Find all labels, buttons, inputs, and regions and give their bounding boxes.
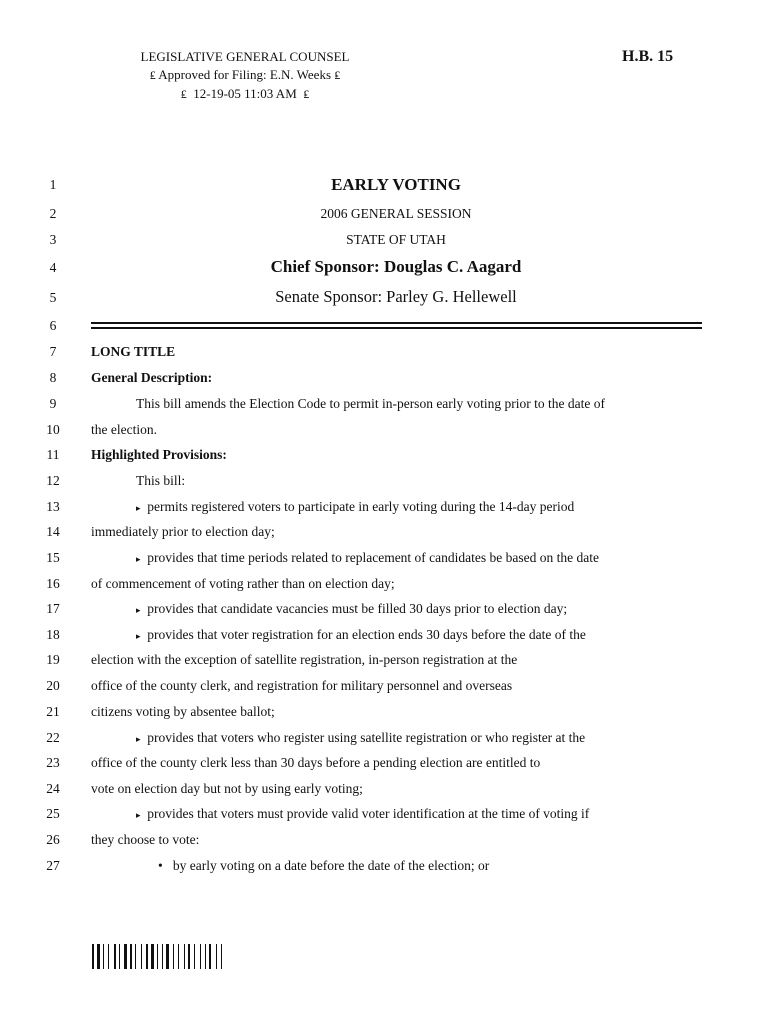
barcode-bar [196, 944, 199, 969]
line-number: 11 [46, 447, 60, 462]
timestamp-text: 12-19-05 11:03 AM [193, 86, 297, 101]
header-counsel: LEGISLATIVE GENERAL COUNSEL [140, 49, 350, 64]
barcode-bar [175, 944, 177, 969]
divider-rule [91, 327, 702, 329]
bullet-text: provides that time periods related to replacement of candidates be based on the date [147, 550, 599, 565]
bullet-line [136, 499, 574, 515]
line-number: 21 [46, 704, 60, 719]
divider-rule [91, 322, 702, 324]
bill-title: EARLY VOTING [331, 175, 461, 194]
barcode-bar [164, 944, 165, 969]
senate-sponsor: Senate Sponsor: Parley G. Hellewell [275, 287, 517, 306]
barcode-bar [103, 944, 104, 969]
barcode-bar [191, 944, 193, 969]
barcode-bar [207, 944, 208, 969]
barcode-bar [166, 944, 169, 969]
line-number: 12 [46, 473, 60, 488]
barcode-bar [155, 944, 156, 969]
barcode-bar [143, 944, 145, 969]
line-number: 3 [49, 232, 57, 247]
barcode-bar [105, 944, 107, 969]
line-number: 24 [46, 781, 60, 796]
text-line: of commencement of voting rather than on election day; [91, 576, 395, 591]
bullet-line [136, 627, 586, 643]
line-number: 4 [49, 260, 57, 275]
bullet-text: provides that candidate vacancies must be filled 30 days prior to election day; [147, 601, 568, 616]
bullet-line [136, 806, 589, 822]
barcode-bar [162, 944, 163, 969]
barcode-bar [216, 944, 217, 969]
line-number: 19 [46, 652, 60, 667]
text-line: office of the county clerk, and registration for military personnel and overseas [91, 678, 513, 693]
barcode-bar [178, 944, 179, 969]
line-number: 18 [46, 627, 60, 642]
session-label: 2006 GENERAL SESSION [320, 206, 472, 221]
triangle-bullet-icon: ▸ [136, 504, 141, 514]
barcode-bar [110, 944, 113, 969]
line-number: 22 [46, 730, 60, 745]
line-number: 14 [46, 524, 60, 539]
line-number: 2 [49, 206, 57, 221]
line-number: 13 [46, 499, 60, 514]
pound-symbol-icon: ₤ [334, 68, 341, 82]
pound-symbol-icon: ₤ [303, 87, 310, 101]
dot-bullet-icon: • [158, 858, 163, 873]
triangle-bullet-icon: ▸ [136, 811, 141, 821]
bullet-text: permits registered voters to participate in early voting during the 14-day period [147, 499, 575, 514]
barcode-bar [114, 944, 116, 969]
bullet-text: by early voting on a date before the date of the election; or [172, 858, 490, 873]
barcode-bar [223, 944, 226, 969]
line-number: 9 [49, 396, 57, 411]
bullet-line [136, 550, 599, 566]
bullet-text: provides that voters must provide valid voter identification at the time of voting if [147, 806, 590, 821]
general-description-heading: General Description: [91, 370, 213, 385]
barcode-bar [212, 944, 215, 969]
barcode-bar [149, 944, 150, 969]
text-line: citizens voting by absentee ballot; [91, 704, 275, 719]
barcode-bar [180, 944, 183, 969]
header-approval [100, 66, 390, 84]
barcode-bar [130, 944, 132, 969]
triangle-bullet-icon: ▸ [136, 632, 141, 642]
chief-sponsor: Chief Sponsor: Douglas C. Aagard [270, 257, 522, 276]
long-title-heading: LONG TITLE [91, 344, 176, 359]
text-line: vote on election day but not by using early voting; [91, 781, 363, 796]
text-line: they choose to vote: [91, 832, 200, 847]
highlighted-provisions-heading: Highlighted Provisions: [91, 447, 227, 462]
barcode-bar [184, 944, 185, 969]
barcode-bar [205, 944, 206, 969]
text-line: This bill: [136, 473, 186, 488]
barcode-bar [92, 944, 94, 969]
triangle-bullet-icon: ▸ [136, 555, 141, 565]
barcode-bar [194, 944, 195, 969]
text-line: This bill amends the Election Code to permit in-person early voting prior to the date of [136, 396, 606, 411]
line-number: 5 [49, 290, 57, 305]
header-timestamp [100, 85, 390, 103]
pound-symbol-icon: ₤ [180, 87, 187, 101]
barcode-bar [117, 944, 118, 969]
barcode-bar [137, 944, 140, 969]
text-line: office of the county clerk less than 30 days before a pending election are entitled to [91, 755, 541, 770]
text-line: election with the exception of satellite registration, in-person registration at the [91, 652, 518, 667]
barcode [92, 944, 232, 969]
barcode-bar [159, 944, 161, 969]
dot-bullet-line [158, 858, 489, 874]
state-label: STATE OF UTAH [346, 232, 446, 247]
barcode-bar [151, 944, 154, 969]
barcode-bar [200, 944, 201, 969]
bullet-line [136, 601, 567, 617]
barcode-bar [135, 944, 136, 969]
line-number: 7 [49, 344, 57, 359]
line-number: 20 [46, 678, 60, 693]
line-number: 16 [46, 576, 60, 591]
barcode-bar [202, 944, 204, 969]
barcode-bar [170, 944, 172, 969]
barcode-bar [128, 944, 129, 969]
barcode-bar [186, 944, 187, 969]
barcode-bar [97, 944, 100, 969]
bullet-text: provides that voters who register using satellite registration or who register at the [147, 730, 586, 745]
line-number: 25 [46, 806, 60, 821]
barcode-bar [121, 944, 123, 969]
bill-number: H.B. 15 [622, 48, 674, 65]
barcode-bar [133, 944, 134, 969]
barcode-bar [173, 944, 174, 969]
barcode-bar [119, 944, 120, 969]
text-line: immediately prior to election day; [91, 524, 275, 539]
barcode-bar [141, 944, 142, 969]
line-number: 17 [46, 601, 60, 616]
line-number: 23 [46, 755, 60, 770]
barcode-bar [157, 944, 158, 969]
line-number: 6 [49, 318, 57, 333]
barcode-bar [209, 944, 211, 969]
barcode-bar [146, 944, 148, 969]
text-line: the election. [91, 422, 157, 437]
triangle-bullet-icon: ▸ [136, 606, 141, 616]
line-number: 1 [49, 177, 57, 192]
line-number: 27 [46, 858, 60, 873]
barcode-bar [221, 944, 222, 969]
triangle-bullet-icon: ▸ [136, 735, 141, 745]
barcode-bar [101, 944, 102, 969]
bullet-text: provides that voter registration for an election ends 30 days before the date of the [147, 627, 586, 642]
line-number: 8 [49, 370, 57, 385]
barcode-bar [95, 944, 96, 969]
barcode-bar [108, 944, 109, 969]
line-number: 15 [46, 550, 60, 565]
pound-symbol-icon: ₤ [149, 68, 156, 82]
barcode-bar [124, 944, 127, 969]
barcode-bar [218, 944, 220, 969]
line-number: 10 [46, 422, 60, 437]
bullet-line [136, 730, 585, 746]
approval-text: Approved for Filing: E.N. Weeks [158, 67, 332, 82]
barcode-bar [188, 944, 190, 969]
line-number: 26 [46, 832, 60, 847]
